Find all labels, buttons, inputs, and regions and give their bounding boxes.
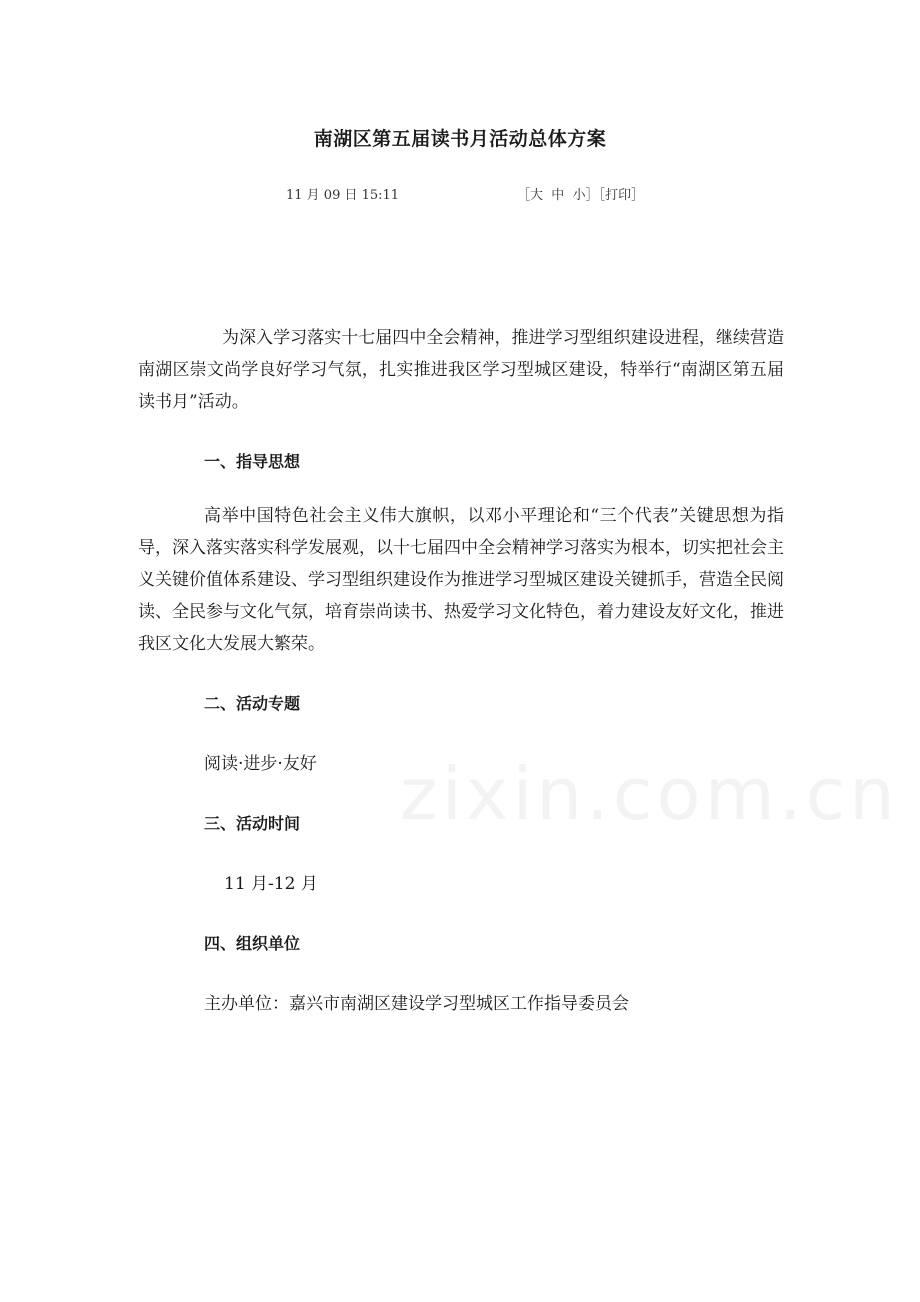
section-heading-4: 四、组织单位 (204, 934, 301, 953)
font-size-small-link[interactable]: 小 (572, 188, 586, 203)
section-body-2: 阅读·进步·友好 (204, 754, 317, 774)
publish-date: 11 月 09 日 15:11 (286, 188, 400, 203)
section-heading-2: 二、活动专题 (204, 694, 301, 713)
print-link[interactable]: ［打印］ (598, 188, 645, 203)
article-body (138, 322, 784, 1020)
bracket-close: ］ (585, 188, 599, 203)
intro-paragraph: 为深入学习落实十七届四中全会精神，推进学习型组织建设进程，继续营造南湖区崇文尚学良好学习气氛，扎实推进我区学习型城区建设，特举行“南湖区第五届读书月”活动。 (138, 328, 784, 412)
font-size-medium-link[interactable]: 中 (551, 188, 565, 203)
section-body-3: 11 月-12 月 (224, 874, 318, 894)
toolbar-links (517, 184, 644, 203)
font-size-large-link[interactable]: 大 (530, 188, 544, 203)
section-body-1: 高举中国特色社会主义伟大旗帜，以邓小平理论和“三个代表”关键思想为指导，深入落实落实科学发展观，以十七届四中全会精神学习落实为根本，切实把社会主义关键价值体系建设、学习型组织建设作为推进学习型城区建设关键抓手，营造全民阅读、全民参与文化气氛，培育崇尚读书、热爱学习文化特色，着力建设友好文化，推进我区文化大发展大繁荣。 (138, 506, 784, 654)
watermark: zixin.com.cn (400, 752, 899, 836)
section-heading-3: 三、活动时间 (204, 814, 301, 833)
section-body-4: 主办单位：嘉兴市南湖区建设学习型城区工作指导委员会 (204, 994, 629, 1014)
page-title: 南湖区第五届读书月活动总体方案 (313, 128, 607, 150)
section-heading-1: 一、指导思想 (204, 452, 301, 471)
bracket-open: ［ (517, 188, 531, 203)
